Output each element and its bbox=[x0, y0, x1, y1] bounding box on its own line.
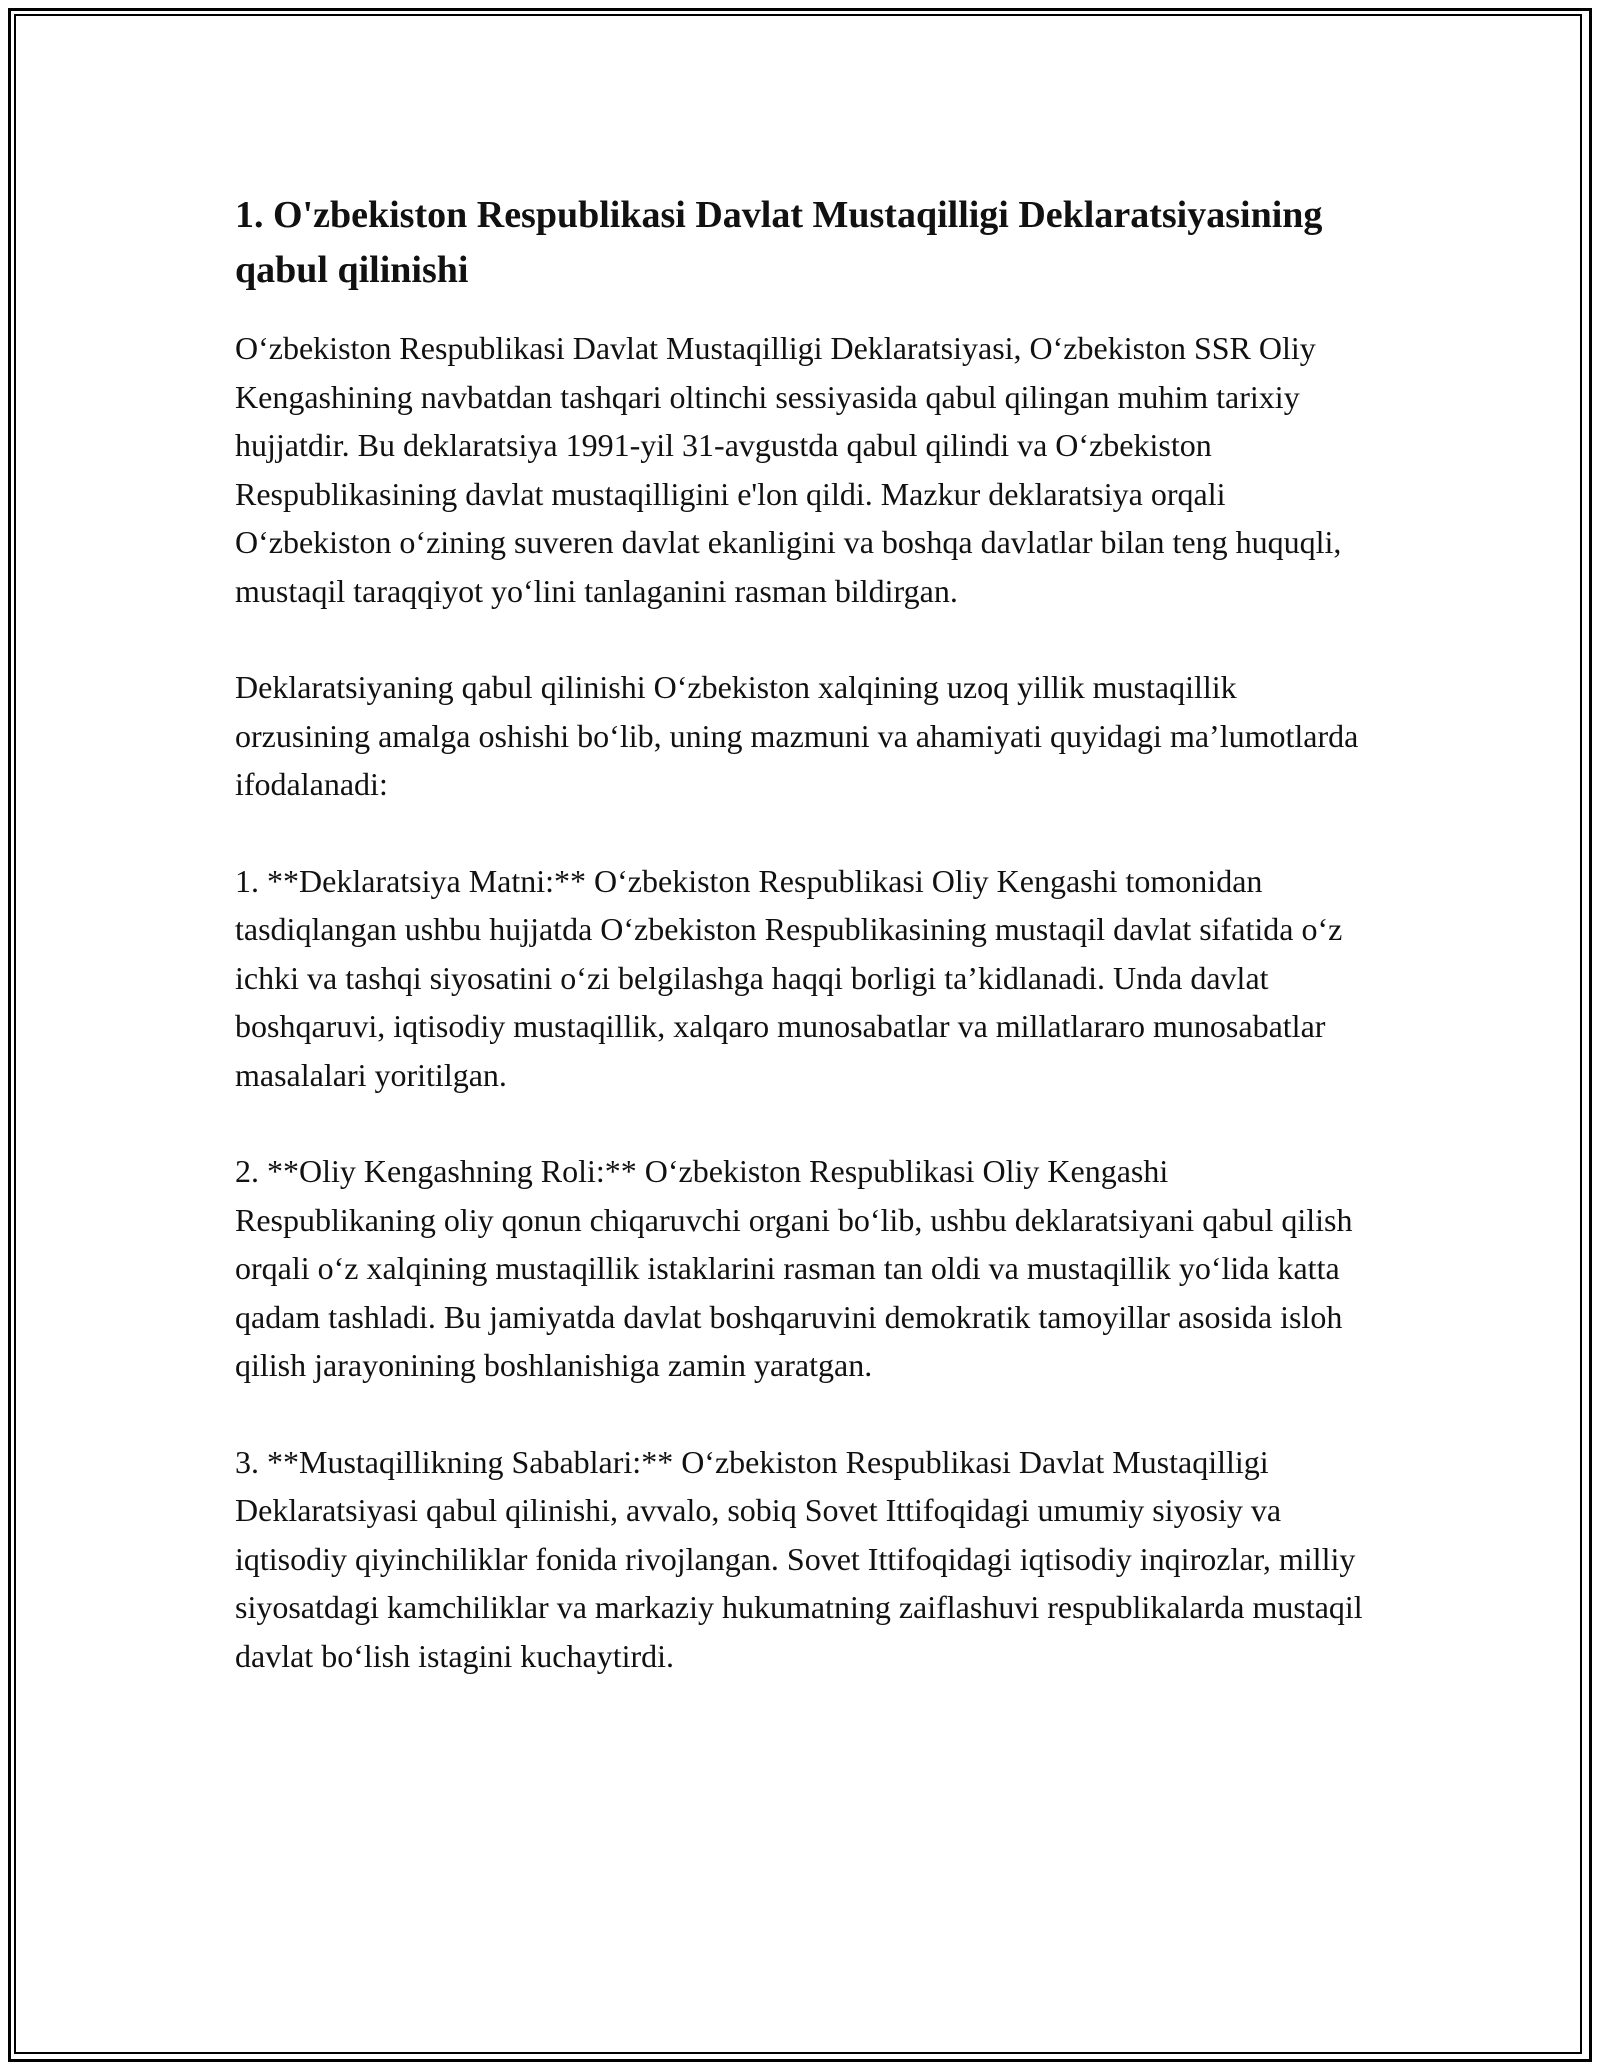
document-page bbox=[235, 188, 1375, 1728]
paragraph-intro: O‘zbekiston Respublikasi Davlat Mustaqilligi Deklaratsiyasi, O‘zbekiston SSR Oliy Kengashining navbatdan tashqari oltinchi sessiyasida qabul qilingan muhim tarixiy hujjatdir. Bu deklaratsiya 1991-yil 31-avgustda qabul qilindi va O‘zbekiston Respublikasining davlat mustaqilligini e'lon qildi. Mazkur deklaratsiya orqali O‘zbekiston o‘zining suveren davlat ekanligini va boshqa davlatlar bilan teng huquqli, mustaqil taraqqiyot yo‘lini tanlaganini rasman bildirgan. bbox=[235, 330, 1342, 609]
paragraph-item-1: 1. **Deklaratsiya Matni:** O‘zbekiston Respublikasi Oliy Kengashi tomonidan tasdiqlangan ushbu hujjatda O‘zbekiston Respublikasining mustaqil davlat sifatida o‘z ichki va tashqi siyosatini o‘zi belgilashga haqqi borligi ta’kidlanadi. Unda davlat boshqaruvi, iqtisodiy mustaqillik, xalqaro munosabatlar va millatlararo munosabatlar masalalari yoritilgan. bbox=[235, 862, 1343, 1093]
paragraph-item-2: 2. **Oliy Kengashning Roli:** O‘zbekiston Respublikasi Oliy Kengashi Respublikaning oliy qonun chiqaruvchi organi bo‘lib, ushbu deklaratsiyani qabul qilish orqali o‘z xalqining mustaqillik istaklarini rasman tan oldi va mustaqillik yo‘lida katta qadam tashladi. Bu jamiyatda davlat boshqaruvini demokratik tamoyillar asosida isloh qilish jarayonining boshlanishiga zamin yaratgan. bbox=[235, 1153, 1353, 1383]
paragraph-significance: Deklaratsiyaning qabul qilinishi O‘zbekiston xalqining uzoq yillik mustaqillik orzusining amalga oshishi bo‘lib, uning mazmuni va ahamiyati quyidagi ma’lumotlarda ifodalanadi: bbox=[235, 669, 1359, 802]
paragraph-item-3: 3. **Mustaqillikning Sabablari:** O‘zbekiston Respublikasi Davlat Mustaqilligi Deklaratsiyasi qabul qilinishi, avvalo, sobiq Sovet Ittifoqidagi umumiy siyosiy va iqtisodiy qiyinchiliklar fonida rivojlangan. Sovet Ittifoqidagi iqtisodiy inqirozlar, milliy siyosatdagi kamchiliklar va markaziy hukumatning zaiflashuvi respublikalarda mustaqil davlat bo‘lish istagini kuchaytirdi. bbox=[235, 1443, 1363, 1674]
document-title: 1. O'zbekiston Respublikasi Davlat Mustaqilligi Deklaratsiyasining qabul qilinishi bbox=[235, 194, 1323, 291]
